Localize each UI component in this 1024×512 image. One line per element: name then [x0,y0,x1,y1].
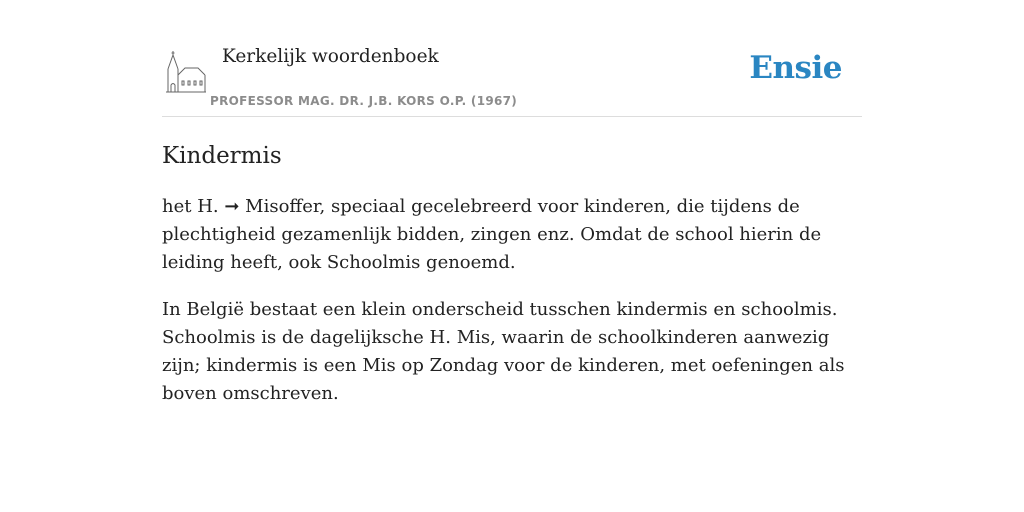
header [162,0,862,117]
book-title[interactable]: Kerkelijk woordenboek [222,46,439,67]
entry-paragraph-1 [162,193,862,277]
entry-headword: Kindermis [162,143,282,169]
church-icon[interactable] [166,49,206,95]
arrow-icon: ➞ [224,196,240,217]
paragraph-1-text: , speciaal gecelebreerd voor kinderen, die tijdens de plechtigheid gezamenlijk bidden, zingen enz. Omdat de school hierin de leiding heeft, ook Schoolmis genoemd. [162,196,822,273]
ensie-logo-link[interactable]: Ensie [749,50,842,86]
paragraph-1-prefix: het H. [162,196,225,217]
author-credit: PROFESSOR MAG. DR. J.B. KORS O.P. (1967) [210,94,518,108]
entry-paragraph-2: In België bestaat een klein onderscheid tusschen kindermis en schoolmis. Schoolmis is de dagelijksche H. Mis, waarin de schoolkinderen aanwezig zijn; kindermis is een Mis op Zondag voor de kinderen, met oefeningen als boven omschreven. [162,299,845,404]
crossref-link-misoffer[interactable]: Misoffer [245,196,320,217]
page [162,0,862,408]
